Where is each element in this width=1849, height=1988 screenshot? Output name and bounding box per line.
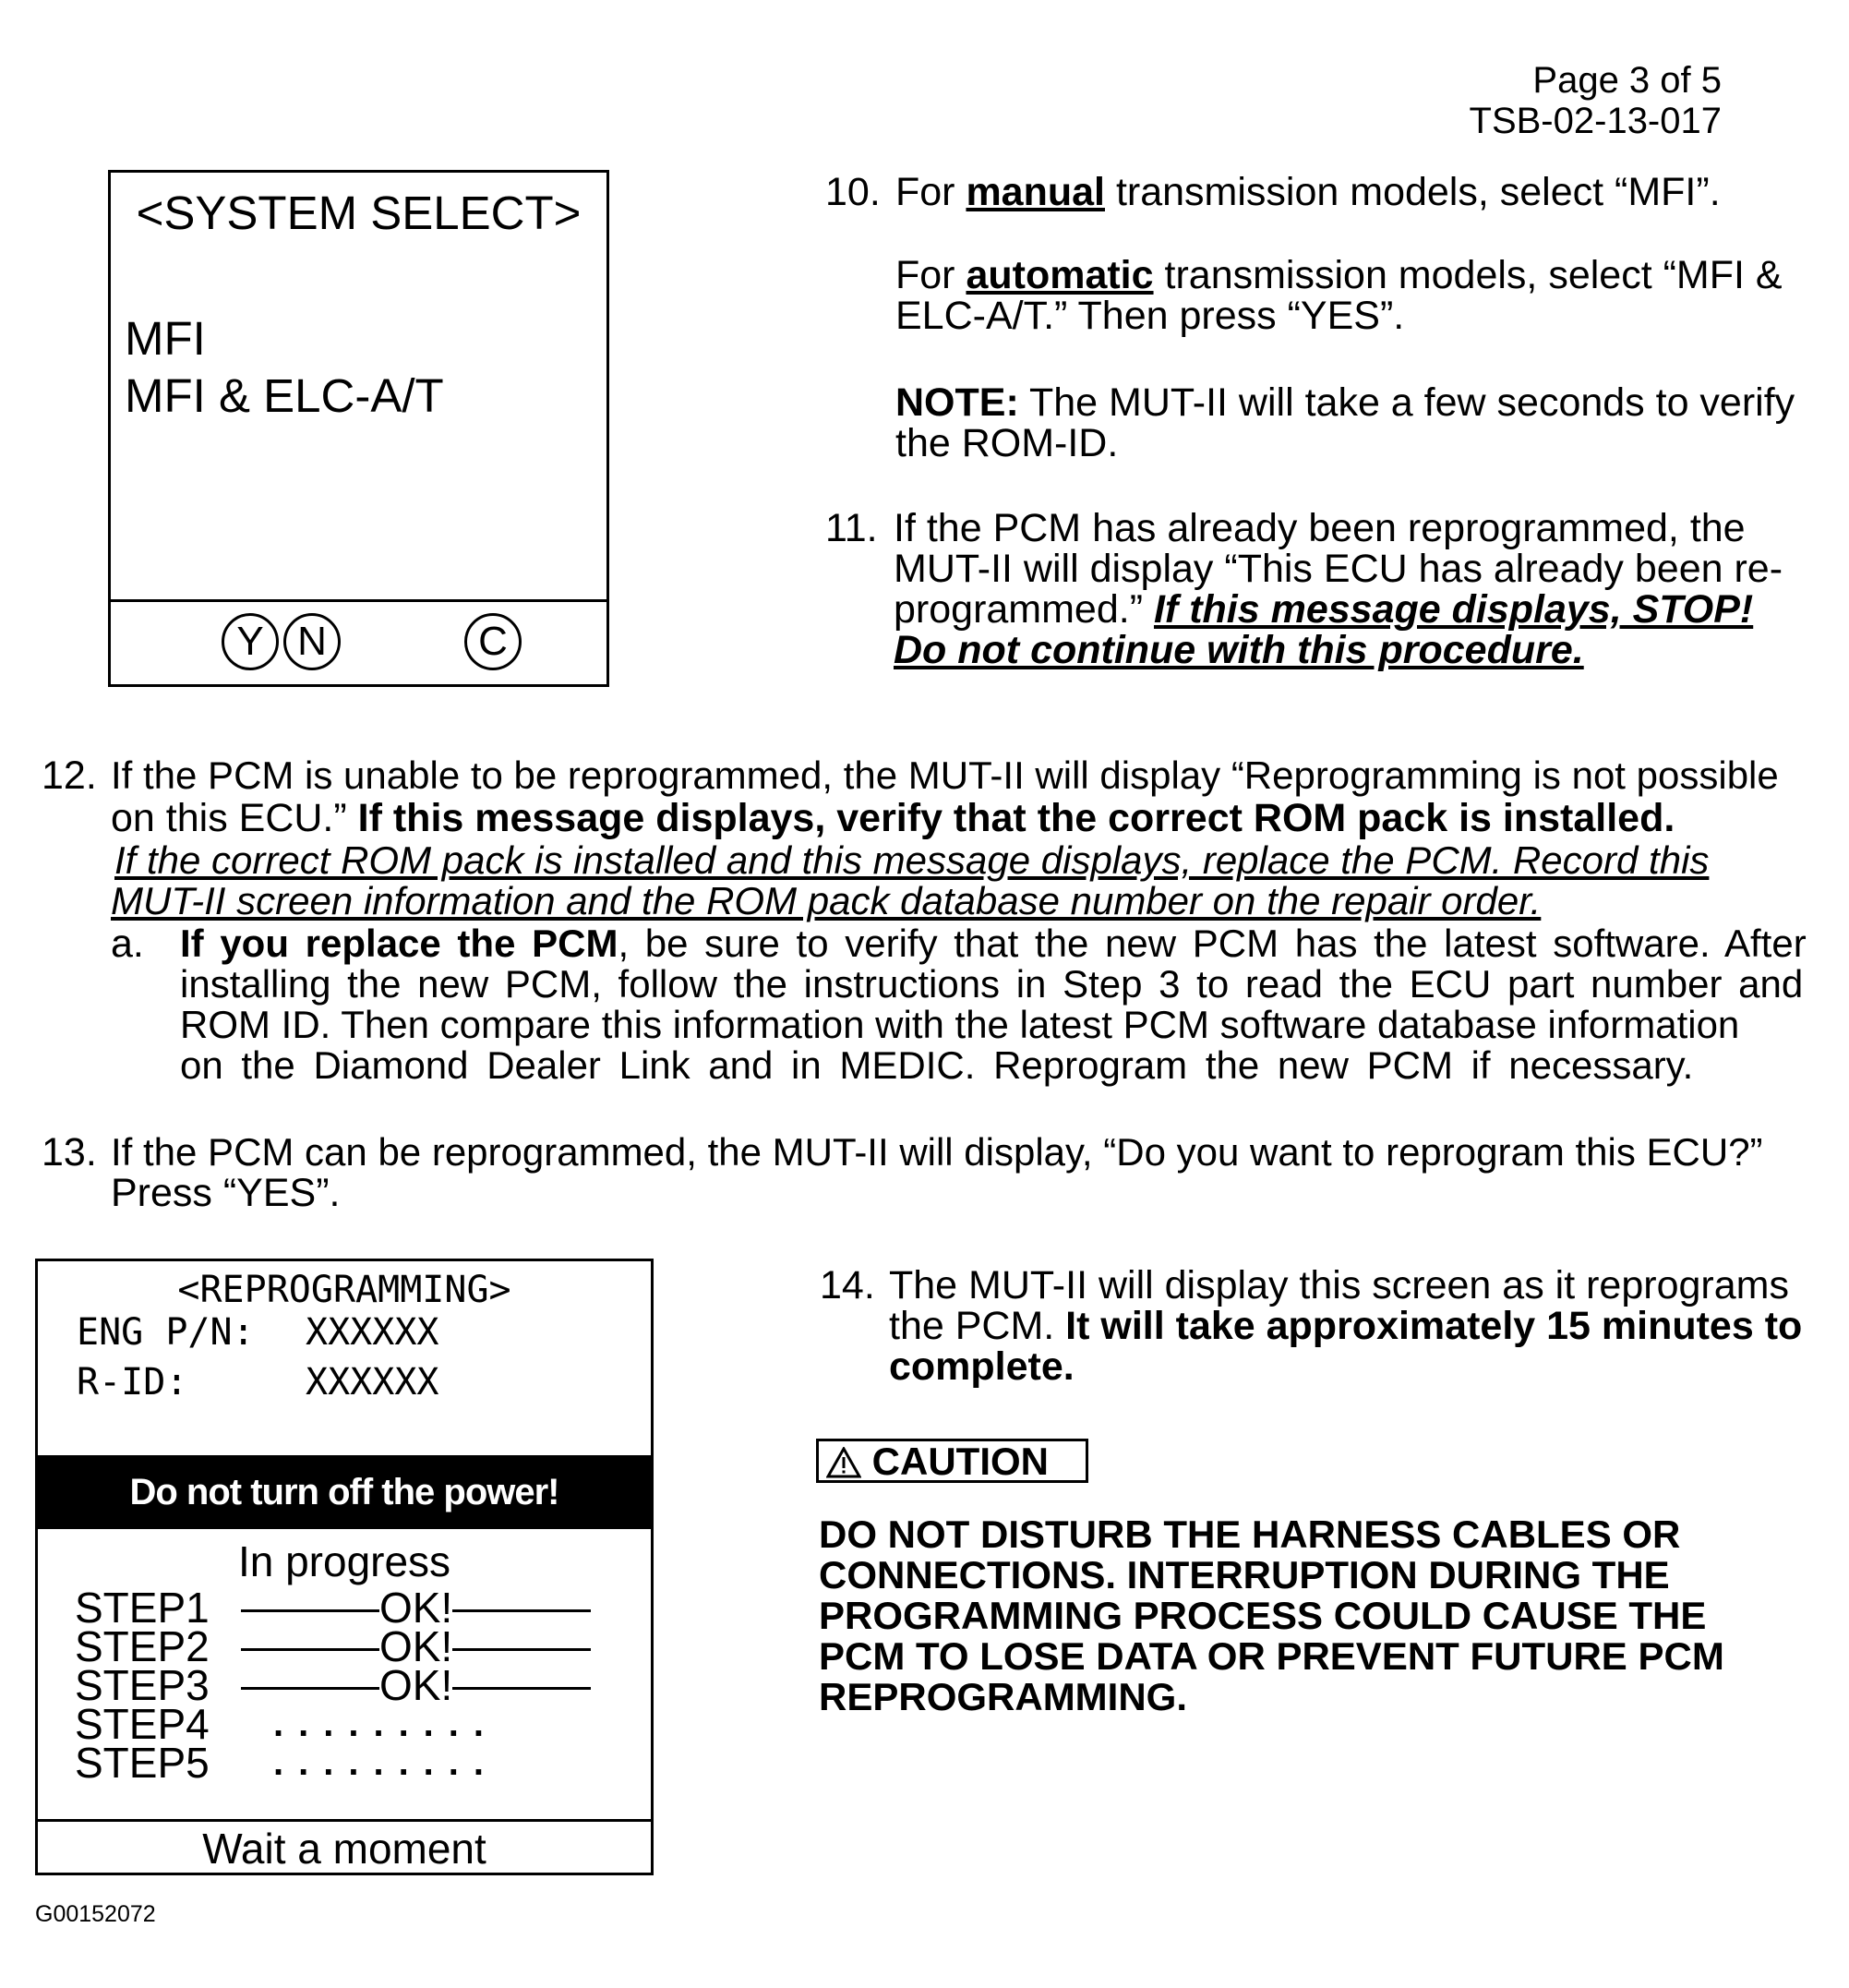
text: , be sure to verify that the new PCM has the latest software. After <box>618 922 1807 965</box>
step1-status: OK! <box>379 1584 453 1632</box>
caution-line: CONNECTIONS. INTERRUPTION DURING THE <box>819 1553 1670 1596</box>
dash <box>241 1687 379 1690</box>
eng-pn-value: XXXXXX <box>306 1311 439 1354</box>
step-12-line1: If the PCM is unable to be reprogrammed, the MUT-II will display “Reprogramming is not possible <box>111 753 1779 797</box>
step-10-note <box>895 382 1795 423</box>
stop-warning: If this message displays, STOP! <box>1153 587 1754 632</box>
step-11-line3 <box>894 589 1753 630</box>
text: the PCM. <box>889 1304 1066 1348</box>
step-10-line2 <box>895 255 1783 295</box>
replace-pcm-label: If you replace the PCM <box>180 922 618 965</box>
step-12a-line3: ROM ID. Then compare this information with the latest PCM software database information <box>180 1003 1740 1046</box>
text: transmission models, select “MFI”. <box>1105 170 1721 214</box>
page-number: Page 3 of 5 <box>1532 60 1722 101</box>
dash <box>241 1648 379 1651</box>
page-header <box>1470 60 1722 141</box>
note-text: The MUT-II will take a few seconds to verify <box>1018 380 1795 425</box>
warning-triangle-icon <box>826 1447 861 1478</box>
step-13-line1: If the PCM can be reprogrammed, the MUT-II will display, “Do you want to reprogram this ECU?” <box>111 1130 1763 1174</box>
emphasis-automatic: automatic <box>966 253 1154 297</box>
figure-id: G00152072 <box>35 1901 156 1927</box>
step-14-line2 <box>889 1306 1802 1346</box>
caution-line: REPROGRAMMING. <box>819 1675 1187 1718</box>
step-12-number: 12. <box>42 753 97 798</box>
step-11-line4: Do not continue with this procedure. <box>894 628 1584 672</box>
dash <box>452 1687 591 1690</box>
eng-pn-label: ENG P/N: <box>77 1311 255 1354</box>
caution-line: DO NOT DISTURB THE HARNESS CABLES OR <box>819 1512 1681 1556</box>
step-14-line1: The MUT-II will display this screen as it reprograms <box>889 1263 1789 1307</box>
no-button-icon: N <box>283 613 341 670</box>
step-12a-line2: installing the new PCM, follow the instructions in Step 3 to read the ECU part number and <box>180 962 1804 1006</box>
reprogramming-screen <box>35 1259 654 1875</box>
step-10-number: 10. <box>825 170 881 214</box>
option-mfi-elc-at: MFI & ELC-A/T <box>125 369 444 422</box>
step2-label: STEP2 <box>75 1622 210 1670</box>
screen-button-bar <box>111 599 606 684</box>
text: programmed.” <box>894 587 1154 632</box>
screen-title: <REPROGRAMMING> <box>177 1269 511 1311</box>
step-12a-line4: on the Diamond Dealer Link and in MEDIC. Reprogram the new PCM if necessary. <box>180 1043 1694 1087</box>
step2-status-row <box>241 1622 629 1670</box>
duration-note: It will take approximately 15 minutes to <box>1065 1304 1803 1348</box>
step-12-line2 <box>111 798 1675 838</box>
text: For <box>895 170 967 214</box>
step3-label: STEP3 <box>75 1661 210 1709</box>
step-14-number: 14. <box>820 1263 875 1307</box>
step-12a-letter: a. <box>111 922 144 966</box>
text: For <box>895 253 967 297</box>
emphasis-manual: manual <box>966 170 1105 214</box>
caution-label: CAUTION <box>871 1440 1049 1483</box>
system-select-screen <box>108 170 609 687</box>
step-12a-line1 <box>180 923 1807 964</box>
step4-label: STEP4 <box>75 1700 210 1748</box>
step-12-line4: MUT-II screen information and the ROM pack database number on the repair order. <box>111 879 1542 922</box>
step1-label: STEP1 <box>75 1584 210 1632</box>
step1-status-row <box>241 1584 629 1632</box>
step-13-number: 13. <box>42 1130 97 1175</box>
caution-line: PROGRAMMING PROCESS COULD CAUSE THE <box>819 1594 1707 1637</box>
text: transmission models, select “MFI & <box>1153 253 1783 297</box>
caution-text <box>819 1514 1788 1717</box>
dash <box>241 1609 379 1612</box>
note-label: NOTE: <box>895 380 1019 425</box>
wait-message: Wait a moment <box>38 1819 651 1873</box>
step-13-line2: Press “YES”. <box>111 1171 341 1215</box>
step-10-note-line2: the ROM-ID. <box>895 421 1119 465</box>
step-14-line3: complete. <box>889 1344 1075 1389</box>
step-11-number: 11. <box>825 506 878 550</box>
caution-line: PCM TO LOSE DATA OR PREVENT FUTURE PCM <box>819 1634 1724 1678</box>
step-10-line1 <box>895 172 1721 212</box>
step5-status: ......... <box>273 1742 499 1783</box>
rid-label: R-ID: <box>77 1361 188 1404</box>
clear-button-icon: C <box>464 613 522 670</box>
step-10-line3: ELC-A/T.” Then press “YES”. <box>895 294 1405 338</box>
step-12-line3: If the correct ROM pack is installed and this message displays, replace the PCM. Record this <box>114 838 1710 882</box>
dash <box>452 1648 591 1651</box>
rid-value: XXXXXX <box>306 1361 439 1404</box>
caution-label-box <box>816 1439 1088 1483</box>
step-11-line2: MUT-II will display “This ECU has already been re- <box>894 547 1783 591</box>
text: on this ECU.” <box>111 796 358 840</box>
step-11-line1: If the PCM has already been reprogrammed, the <box>894 506 1746 550</box>
progress-label: In progress <box>237 1537 451 1585</box>
step4-status: ......... <box>273 1704 499 1744</box>
step2-status: OK! <box>379 1622 453 1670</box>
step5-label: STEP5 <box>75 1739 210 1787</box>
step3-status: OK! <box>379 1661 453 1709</box>
step3-status-row <box>241 1661 629 1709</box>
yes-button-icon: Y <box>222 613 279 670</box>
tsb-number: TSB-02-13-017 <box>1469 101 1722 141</box>
option-mfi: MFI <box>125 312 206 365</box>
screen-title: <SYSTEM SELECT> <box>136 187 582 239</box>
rom-pack-warning: If this message displays, verify that the correct ROM pack is installed. <box>357 796 1675 840</box>
power-warning-banner: Do not turn off the power! <box>38 1455 651 1529</box>
dash <box>452 1609 591 1612</box>
